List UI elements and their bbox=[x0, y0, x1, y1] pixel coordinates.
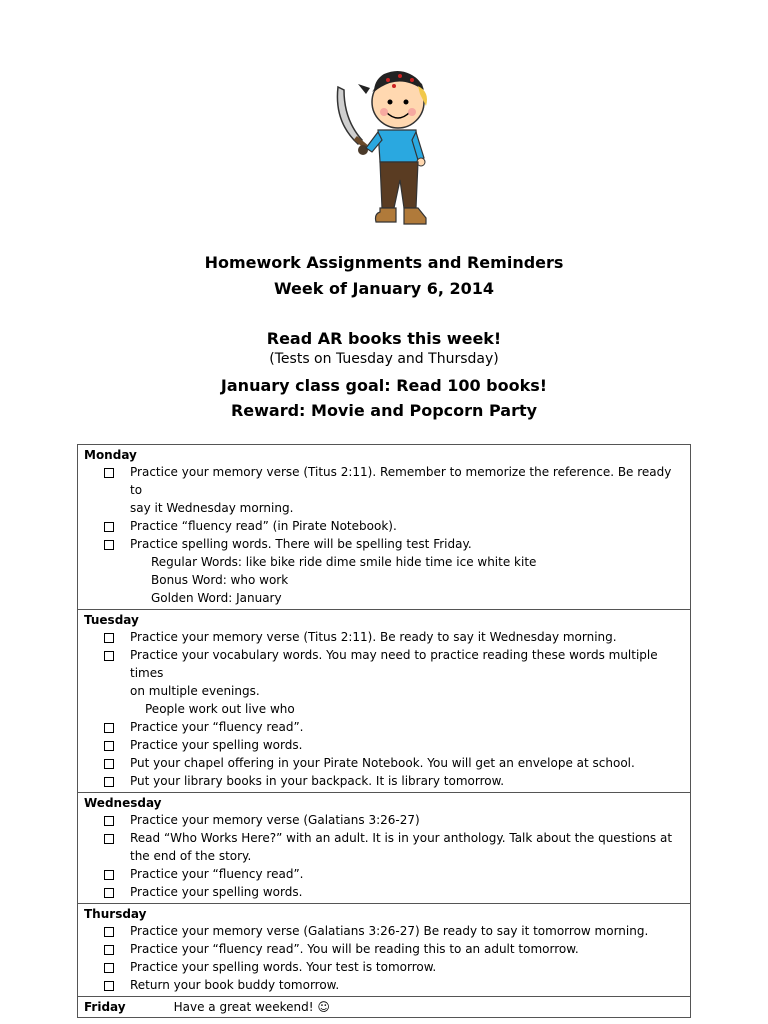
regular-words: Regular Words: like bike ride dime smile hide time ice white kite bbox=[151, 555, 537, 569]
friday-row bbox=[78, 997, 691, 1018]
day-label-friday: Friday bbox=[84, 1000, 126, 1014]
checkbox-icon bbox=[104, 522, 114, 532]
class-goal: January class goal: Read 100 books! bbox=[220, 376, 548, 395]
ar-notice: Read AR books this week! bbox=[266, 329, 502, 348]
checkbox-icon bbox=[104, 540, 114, 550]
list-item: Return your book buddy tomorrow. bbox=[84, 976, 684, 994]
list-item: Practice spelling words. There will be spelling test Friday. bbox=[84, 535, 684, 553]
list-item: Practice “fluency read” (in Pirate Notebook). bbox=[84, 517, 684, 535]
list-item: Practice your memory verse (Galatians 3:26-27) Be ready to say it tomorrow morning. bbox=[84, 922, 684, 940]
list-item: Practice your spelling words. bbox=[84, 736, 684, 754]
vocab-words: People work out live who bbox=[145, 702, 295, 716]
day-label-tuesday: Tuesday bbox=[84, 613, 139, 627]
day-label-monday: Monday bbox=[84, 448, 137, 462]
checkbox-icon bbox=[104, 981, 114, 991]
list-item: Practice your memory verse (Titus 2:11). Remember to memorize the reference. Be ready to bbox=[84, 463, 684, 499]
list-item-continuation: on multiple evenings. bbox=[130, 684, 260, 698]
tuesday-row bbox=[78, 610, 691, 793]
list-item: Practice your “fluency read”. You will be reading this to an adult tomorrow. bbox=[84, 940, 684, 958]
checkbox-icon bbox=[104, 723, 114, 733]
week-label: Week of January 6, 2014 bbox=[273, 279, 495, 298]
list-item: Put your chapel offering in your Pirate Notebook. You will get an envelope at school. bbox=[84, 754, 684, 772]
checkbox-icon bbox=[104, 633, 114, 643]
checkbox-icon bbox=[104, 963, 114, 973]
checkbox-icon bbox=[104, 759, 114, 769]
checkbox-icon bbox=[104, 468, 114, 478]
list-item: Read “Who Works Here?” with an adult. It is in your anthology. Talk about the questions at bbox=[84, 829, 684, 847]
list-item-continuation: the end of the story. bbox=[130, 849, 252, 863]
reward: Reward: Movie and Popcorn Party bbox=[230, 401, 538, 420]
list-item: Practice your vocabulary words. You may need to practice reading these words multiple times bbox=[84, 646, 684, 682]
bonus-word: Bonus Word: who work bbox=[151, 573, 289, 587]
day-label-thursday: Thursday bbox=[84, 907, 147, 921]
checkbox-icon bbox=[104, 927, 114, 937]
list-item: Practice your “fluency read”. bbox=[84, 865, 684, 883]
friday-message: Have a great weekend! ☺ bbox=[173, 1000, 330, 1014]
checkbox-icon bbox=[104, 651, 114, 661]
page-title: Homework Assignments and Reminders bbox=[204, 253, 564, 272]
list-item: Put your library books in your backpack. It is library tomorrow. bbox=[84, 772, 684, 790]
list-item: Practice your “fluency read”. bbox=[84, 718, 684, 736]
checkbox-icon bbox=[104, 834, 114, 844]
thursday-row bbox=[78, 904, 691, 997]
checkbox-icon bbox=[104, 816, 114, 826]
list-item: Practice your memory verse (Galatians 3:26-27) bbox=[84, 811, 684, 829]
list-item: Practice your spelling words. bbox=[84, 883, 684, 901]
homework-table bbox=[77, 444, 691, 1018]
monday-row bbox=[78, 445, 691, 610]
list-item-continuation: say it Wednesday morning. bbox=[130, 501, 294, 515]
checkbox-icon bbox=[104, 945, 114, 955]
list-item: Practice your memory verse (Titus 2:11). Be ready to say it Wednesday morning. bbox=[84, 628, 684, 646]
checkbox-icon bbox=[104, 888, 114, 898]
checkbox-icon bbox=[104, 741, 114, 751]
checkbox-icon bbox=[104, 777, 114, 787]
checkbox-icon bbox=[104, 870, 114, 880]
golden-word: Golden Word: January bbox=[151, 591, 282, 605]
wednesday-row bbox=[78, 793, 691, 904]
list-item: Practice your spelling words. Your test is tomorrow. bbox=[84, 958, 684, 976]
pirate-boy-clipart bbox=[330, 62, 440, 232]
day-label-wednesday: Wednesday bbox=[84, 796, 162, 810]
ar-tests-note: (Tests on Tuesday and Thursday) bbox=[269, 351, 499, 367]
